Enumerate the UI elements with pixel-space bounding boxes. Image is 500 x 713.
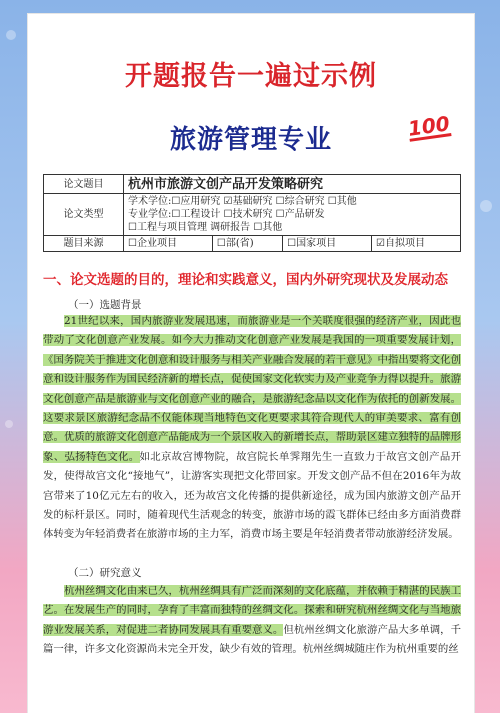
document-page [28,14,474,713]
type-line-professional: 专业学位:☐工程设计 ☐技术研究 ☐产品研发 [128,209,325,220]
type-line-other: ☐工程与项目管理 调研报告 ☐其他 [128,222,283,233]
hundred-points-icon: 100 [406,111,452,141]
highlighted-text: 21世纪以来，国内旅游业发展迅速，而旅游业是一个关联度很强的经济产业，因此也带动了文化创意产业发展。如今大力推动文化创意产业发展是我国的一项重要发展计划，《国务院关于推进文化创意和设计服务与相关产业融合发展的若干意见》中指出要将文化创意和设计服务作为国民经济新的增长点，促使国家文化软实力及产业竞争力得以提升。旅游文化创意产品是旅游业与文化创意产业的融合，是旅游纪念品以文化作为依托的创新发展。这要求景区旅游纪念品不仅能体现当地特色文化更要求其符合现代人的审美要求、富有创意。优质的旅游文化创意产品能成为一个景区收入的新增长点，帮助景区建立独特的品牌形象、弘扬特色文化。 [43,315,461,463]
topic-label: 论文题目 [44,175,124,194]
source-label: 题目来源 [44,236,124,252]
page-subtitle: 旅游管理专业 [169,125,332,155]
source-option-ministry: ☐部(省) [212,236,282,252]
source-option-national: ☐国家项目 [283,236,372,252]
subheading-significance: （二）研究意义 [68,567,142,579]
section-heading: 一、论文选题的目的，理论和实践意义，国内外研究现状及发展动态 [43,272,448,288]
paragraph-text: 如北京故宫博物院，故宫院长单霁翔先生一直致力于故宫文创产品开发，使得故宫文化“接地气”，让游客实现把文化带回家。开发文创产品不但在2016年为故宫带来了10亿元左右的收入，还为故宫文化传播的提供新途径，成为国内旅游文创产品开发的标杆景区。同时，随着现代生活观念的转变，旅游市场的霞飞群体已经由多方面消费群体转变为年轻消费者在旅游市场的主力军，消费市场主要是年轻消费者带动旅游经济发展。 [43,450,462,541]
page-title: 开题报告一遍过示例 [125,61,377,92]
decor-dot [5,420,13,428]
source-option-self: ☑自拟项目 [372,236,461,252]
info-table [43,174,461,252]
type-line-academic: 学术学位:☐应用研究 ☑基础研究 ☐综合研究 ☐其他 [128,196,357,207]
source-option-enterprise: ☐企业项目 [124,236,213,252]
subheading-background: （一）选题背景 [68,299,142,311]
type-options [124,194,461,236]
paragraph-text: 但杭州丝绸文化旅游产品大多单调，千篇一律，许多文化资源尚未完全开发，缺少有效的管理。杭州丝绸城随庄作为杭州重要的丝 [43,623,462,656]
topic-value: 杭州市旅游文创产品开发策略研究 [124,175,461,194]
paragraph-significance [43,582,461,660]
type-label: 论文类型 [44,194,124,236]
highlighted-text: 杭州丝绸文化由来已久，杭州丝绸具有广泛而深刻的文化底蕴，并依赖于精湛的民族工艺。在发展生产的同时，孕育了丰富而独特的丝绸文化。探索和研究杭州丝绸文化与当地旅游业发展关系，对促进二者协同发展具有重要意义。 [43,585,461,636]
paragraph-background [43,312,461,545]
decor-dot [6,30,16,40]
decor-dot [480,200,492,212]
